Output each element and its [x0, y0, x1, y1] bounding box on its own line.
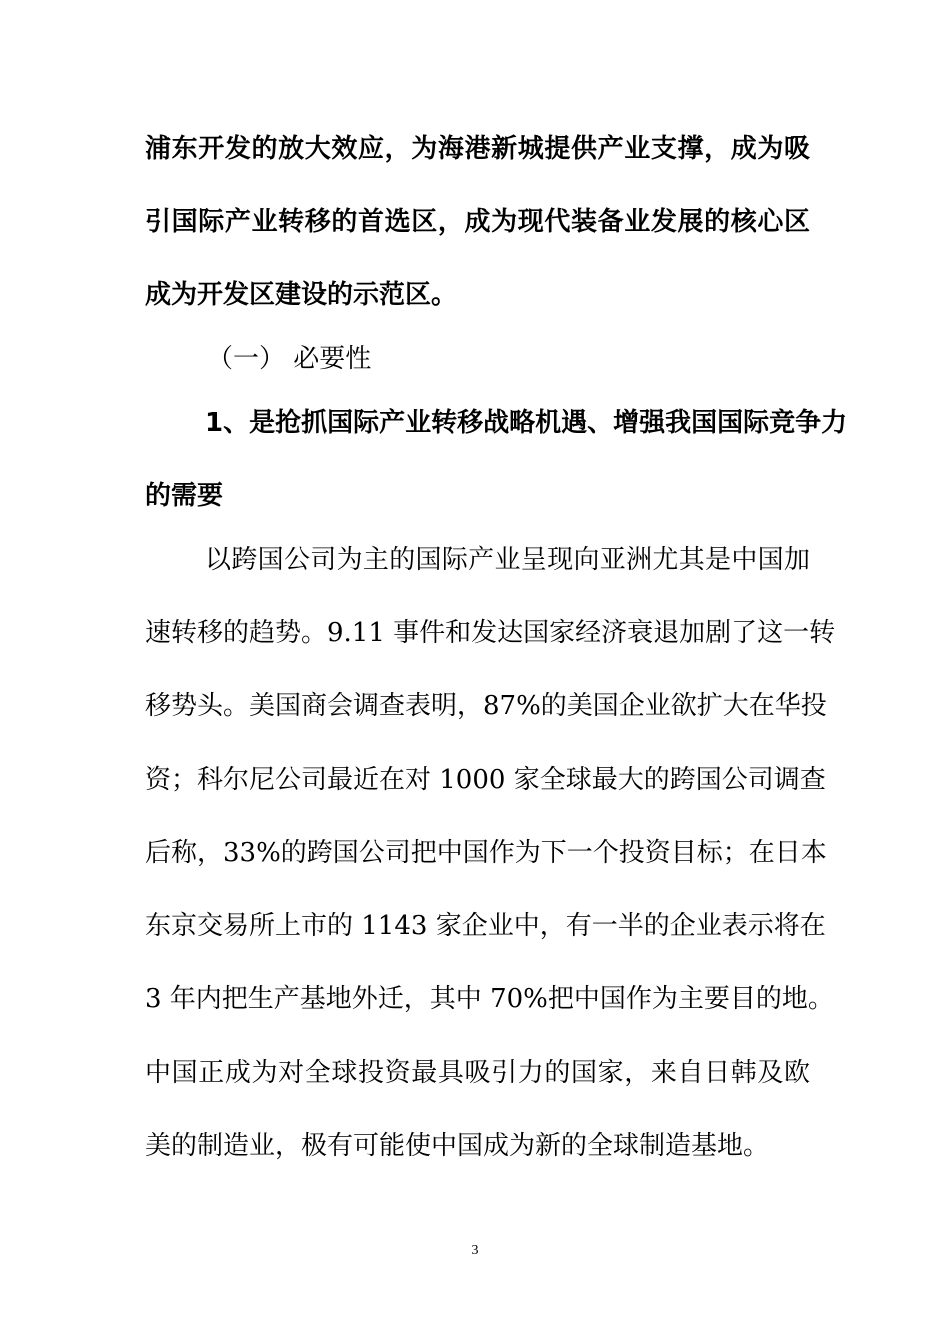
item-title-line-1: 1、是抢抓国际产业转移战略机遇、增强我国国际竞争力 — [205, 408, 848, 438]
paragraph-line-9: 美的制造业，极有可能使中国成为新的全球制造基地。 — [145, 1131, 770, 1161]
paragraph-line-1: 以跨国公司为主的国际产业呈现向亚洲尤其是中国加 — [205, 545, 810, 575]
paragraph-line-4: 资；科尔尼公司最近在对 1000 家全球最大的跨国公司调查 — [145, 765, 826, 795]
paragraph-line-7: 3 年内把生产基地外迁，其中 70%把中国作为主要目的地。 — [145, 984, 834, 1014]
intro-line-1: 浦东开发的放大效应，为海港新城提供产业支撑，成为吸 — [145, 134, 810, 164]
paragraph-line-2: 速转移的趋势。9.11 事件和发达国家经济衰退加剧了这一转 — [145, 618, 836, 648]
intro-line-2: 引国际产业转移的首选区，成为现代装备业发展的核心区 — [145, 207, 810, 237]
page-number: 3 — [471, 1243, 479, 1258]
item-title-line-2: 的需要 — [145, 481, 224, 511]
intro-line-3: 成为开发区建设的示范区。 — [145, 280, 458, 310]
paragraph-line-8: 中国正成为对全球投资最具吸引力的国家，来自日韩及欧 — [145, 1058, 810, 1088]
paragraph-line-5: 后称，33%的跨国公司把中国作为下一个投资目标；在日本 — [145, 838, 827, 868]
paragraph-line-3: 移势头。美国商会调查表明，87%的美国企业欲扩大在华投 — [145, 691, 827, 721]
section-heading: （一） 必要性 — [207, 344, 372, 374]
paragraph-line-6: 东京交易所上市的 1143 家企业中，有一半的企业表示将在 — [145, 911, 826, 941]
